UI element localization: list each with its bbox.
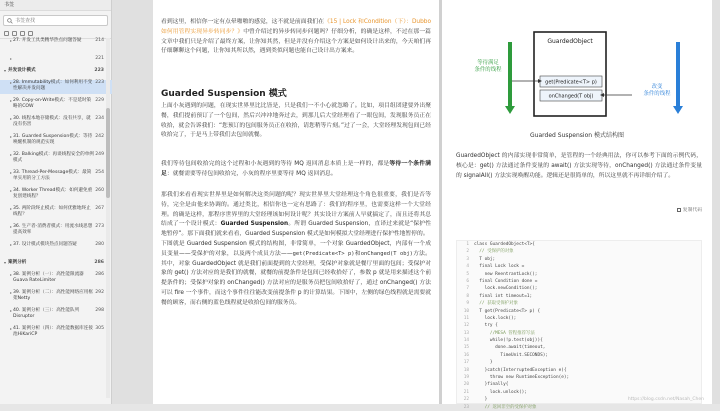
toc-item-label: 39. 案例分析（二）：高性能网络应用框架Netty	[13, 290, 93, 301]
code-line: 11 lock.lock();	[463, 315, 517, 321]
toc-item-page: 286	[94, 260, 104, 265]
toc-item-label: 并发设计模式	[8, 68, 36, 73]
toc-item-label: 38. 案例分析（一）：高性能限流器Guava RateLimiter	[13, 272, 84, 283]
page-right	[442, 0, 712, 410]
diagram-caption: Guarded Suspension 模式结构图	[530, 132, 624, 139]
code-line: 5 new ReentrantLock();	[466, 271, 538, 277]
code-line: 10 T get(Predicate<T> p) {	[463, 308, 541, 314]
toc-item-label: 37. 设计模式模块热点问题答疑	[13, 242, 77, 247]
toc-item-label: 30. 线程本地存储模式：没有共享，就没有伤害	[13, 116, 91, 127]
toc-item-label: 31. Guarded Suspension模式：等待唤醒机制的规范实现	[13, 134, 93, 145]
toc-item-label: 35. 两阶段终止模式：如何优雅地终止线程？	[13, 206, 91, 217]
sidebar-scrollbar[interactable]	[106, 38, 110, 398]
toc-item[interactable]	[0, 116, 112, 130]
paragraph-intro: 看到这里，相信你一定有点晕啪啪的感觉，这不就是前面我们在《15 | Lock 和Condition（下）：Dubbo 如何用管程实现异步转同步？》中曾介绍过的异步转同步问题吗？仔细分析，的确是这样，不过在那一篇文章中我们只是介绍了最终方案，让你知其然，但是并没有介绍这个方案是如何设计出来的，今天咱们再仔细聊聊这个问题，让你知其所以然，遇到类似问题也能自己设计出方案来。	[161, 19, 431, 55]
code-line: 6 final Condition done =	[466, 278, 538, 284]
toc-item[interactable]	[0, 326, 112, 340]
toc-item-page: 260	[95, 188, 104, 193]
toc-item-page: 234	[95, 116, 104, 121]
code-line: 9 // 获取受保护对象	[466, 301, 518, 307]
toc-item-page: 267	[95, 206, 104, 211]
bookmark-search-box[interactable]	[3, 15, 108, 26]
code-line: 15 done.await(timeout,	[463, 345, 546, 351]
diagram-right-label-line2: 条件的线程	[643, 91, 671, 97]
code-line: 3 T obj;	[466, 256, 496, 262]
toc-section[interactable]	[0, 260, 112, 268]
toc-item[interactable]	[0, 272, 112, 286]
toc-item[interactable]	[0, 206, 112, 220]
bookmark-add-icon[interactable]	[20, 31, 25, 36]
toc-item-page: 292	[95, 290, 104, 295]
copy-icon	[677, 208, 681, 212]
toc-item-page: 242	[95, 134, 104, 139]
toc-item[interactable]	[0, 134, 112, 148]
svg-text:onChanged(T obj): onChanged(T obj)	[548, 93, 594, 100]
toc-item-page: 249	[95, 152, 104, 157]
diagram-left-label-line1: 等待满足	[477, 60, 499, 66]
bookmark-delete-icon[interactable]	[28, 31, 33, 36]
toc-item-page: 298	[95, 308, 104, 313]
expand-all-icon[interactable]	[4, 31, 9, 36]
toc-item[interactable]	[0, 152, 112, 166]
code-line: 2 // 受保护的对象	[466, 249, 514, 255]
paragraph-implementation: GuardedObject 的内部实现非常简单，是管程的一个经典用法，你可以参考下面的示例代码，核心是：get() 方法通过条件变量的 await() 方法实现等待，onChanged() 方法通过条件变量的 signalAll() 方法实现唤醒功能。逻辑还是很简单的，所以这里就不再详细介绍了。	[456, 153, 702, 179]
bookmarks-sidebar	[0, 0, 112, 404]
paragraph-structure: 下图就是 Guarded Suspension 模式的结构图，非常简单，一个对象 GuardedObject，内部有一个成员变量——受保护的对象，以及两个成员方法——get(Predicate<T> p)和onChanged(T obj)方法。其中，对象 GuardedObject 就是我们前面提到的大堂经理，受保护对象就是餐厅里面的包间；受保护对象的 get() 方法对应的是我们的就餐，就餐的前提条件是包间已经收拾好了，参数 p 就是用来描述这个前提条件的；受保护对象的 onChanged() 方法对应的是服务员把包间收拾好了，通过 onChanged() 方法可以 fire 一个事件，而这个事件往往能改变前提条件 p 的计算结果。下图中，左侧的绿色线程就是需要就餐的顾客，而右侧的蓝色线程就是收拾包间的服务员。	[161, 241, 431, 306]
code-line: 22 }	[463, 397, 488, 403]
paragraph-manager: 那我们来看看现实世界里是如何解决这类问题的呢？现实世界里大堂经理这个角色很重要，我们是否等待，完全是由他来协调的。通过类比，相信你也一定有思路了：我们的程序里，也需要这样一个大堂经理。的确是这样，那程序世界里的大堂经理该如何设计呢？其实设计方案前人早就搞定了，而且还将其总结成了一个设计模式：Guarded Suspension。所谓 Guarded Suspension，直译过来就是“保护性地暂停”。那下面我们就来看看，Guarded Suspension 模式是如何模拟大堂经理进行保护性地暂停的。	[161, 192, 431, 238]
diagram-left-label-line2: 条件的线程	[474, 67, 502, 73]
toc-item-page: 229	[95, 98, 104, 103]
code-line: 21 lock.unlock();	[463, 389, 527, 395]
collapse-all-icon[interactable]	[12, 31, 17, 36]
code-line: 14 while(!p.test(obj)){	[463, 338, 543, 344]
toc-section[interactable]	[0, 68, 112, 76]
diagram-right-label-line1: 改变	[651, 84, 663, 90]
toc-item[interactable]	[0, 80, 112, 94]
document-viewer	[112, 0, 720, 410]
article-link[interactable]: 《15 | Lock 和Condition（下）：Dubbo 如何用管程实现异步转同步？》	[161, 19, 431, 35]
bookmark-search-input[interactable]	[15, 16, 105, 25]
toc-item-page: 286	[95, 272, 104, 277]
guarded-object-title: GuardedObject	[547, 38, 593, 45]
code-line: 7 lock.newCondition();	[466, 286, 538, 292]
toc-item-page: 223	[94, 68, 104, 73]
toc-item-label: 33. Thread-Per-Message模式：最简单实用的分工方法	[13, 170, 92, 181]
code-line: 8 final int timeout=1;	[466, 293, 533, 299]
toc-item[interactable]	[0, 308, 112, 322]
toc-item[interactable]	[0, 170, 112, 184]
code-line: 16 TimeUnit.SECONDS);	[463, 352, 549, 358]
svg-text:get(Predicate<T> p): get(Predicate<T> p)	[545, 79, 597, 86]
scrollbar-thumb[interactable]	[106, 108, 110, 198]
watermark: https://blog.csdn.net/Nasah_Chen	[627, 397, 704, 402]
toc-item[interactable]	[0, 290, 112, 304]
code-line: 13 //MESA 管程推荐写法	[463, 330, 535, 336]
toc-item[interactable]	[0, 242, 112, 256]
bookmark-tree	[0, 38, 112, 344]
structure-diagram	[452, 18, 702, 118]
toc-item[interactable]	[0, 56, 112, 64]
toc-item-label: 34. Worker Thread模式：如何避免重复创建线程？	[13, 188, 93, 199]
toc-item-label: 27. 开发工具类精华热点问题答疑	[13, 38, 82, 43]
toc-item-page: 273	[95, 224, 104, 229]
code-line: 1 class GuardedObject<T>{	[466, 242, 535, 247]
toc-item-label: 41. 案例分析（四）：高性能数据库连接池HiKariCP	[13, 326, 93, 337]
paragraph-restaurant: 上面小灰遇到的问题，在现实世界里比比皆是，只是我们一不小心就忽略了。比如，项目组团建要外出聚餐，我们提前预订了一个包间，然后兴冲冲地奔过去，到那儿后大堂经理看了一眼包间，发现服务员正在收拾，就会告诉我们：“您预订的包间服务员正在收拾，请您稍等片刻。”过了一会，大堂经理发现包间已经收拾完了，于是马上带我们去包间就餐。	[161, 103, 431, 139]
toc-item-label: 36. 生产者-消费者模式：用流水线思想提高效率	[13, 224, 93, 235]
code-line: 17 }	[463, 360, 493, 366]
toc-item-page: 305	[95, 326, 104, 331]
toc-item[interactable]	[0, 188, 112, 202]
code-line: 18 }catch(InterruptedException e){	[463, 367, 567, 373]
toc-item-label: 29. Copy-on-Write模式：不是延时策略的COW	[13, 98, 92, 109]
toc-item-label: 32. Balking模式：再谈线程安全的单例模式	[13, 152, 94, 163]
code-line: 23 // 返回非空的受保护对象	[463, 404, 537, 410]
sidebar-title: 书签	[0, 0, 111, 11]
toc-item-page: 223	[95, 80, 104, 85]
code-line: 19 throw new RuntimeException(e);	[463, 375, 570, 381]
toc-item-label: 28. Immutability模式：如何利用不变性解决并发问题	[13, 80, 93, 91]
toc-item-page: 221	[95, 56, 104, 61]
search-icon	[7, 18, 13, 24]
page-left	[153, 0, 439, 404]
toc-item[interactable]	[0, 98, 112, 112]
toc-item-page: 254	[95, 170, 104, 175]
toc-item-page: 280	[95, 242, 104, 247]
toc-item-label: 案例分析	[8, 260, 27, 265]
toc-item[interactable]	[0, 224, 112, 238]
paragraph-wait-condition: 我们等待包间收拾完的这个过程和小灰遇到的等待 MQ 返回消息本质上是一样的，都是等待一个条件满足：就餐需要等待包间收拾完，小灰的程序里要等待 MQ 返回消息。	[161, 161, 431, 177]
code-line: 4 final Lock lock =	[466, 264, 525, 270]
toc-item-page: 214	[95, 38, 104, 43]
code-line: 12 try {	[463, 323, 498, 329]
toc-item-label: 40. 案例分析（三）：高性能队列Disruptor	[13, 308, 80, 319]
copy-code-button[interactable]: 复制代码	[677, 206, 702, 213]
toc-item[interactable]	[0, 38, 112, 52]
code-line: 20 }finally{	[463, 382, 509, 388]
code-block	[456, 240, 702, 410]
section-heading: Guarded Suspension 模式	[161, 89, 287, 99]
